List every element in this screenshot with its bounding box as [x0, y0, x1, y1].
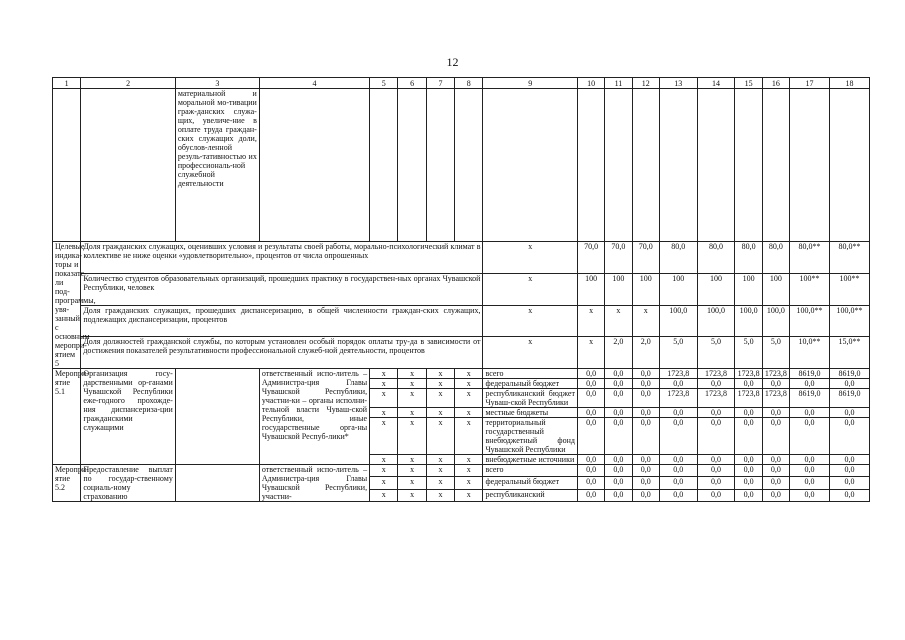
indicator-value: 80,0**: [790, 242, 830, 274]
measure-label: Меропри-ятие 5.1: [53, 369, 81, 465]
budget-code: x: [455, 477, 483, 489]
col-number: 16: [762, 78, 789, 89]
funding-value: 0,0: [790, 379, 830, 389]
funding-value: 0,0: [697, 477, 735, 489]
continuation-row: [53, 89, 870, 242]
funding-value: 0,0: [697, 465, 735, 477]
budget-code: x: [370, 418, 398, 455]
col-number: 1: [53, 78, 81, 89]
funding-value: 0,0: [605, 489, 632, 501]
indicator-value: 5,0: [659, 337, 697, 369]
funding-value: 0,0: [697, 489, 735, 501]
col-number: 8: [455, 78, 483, 89]
funding-value: 0,0: [632, 369, 659, 379]
column-number-row: [53, 78, 870, 89]
indicator-mark: x: [483, 337, 578, 369]
indicator-mark: x: [483, 242, 578, 274]
funding-value: 0,0: [790, 418, 830, 455]
col-number: 11: [605, 78, 632, 89]
funding-value: 0,0: [735, 418, 762, 455]
indicator-value: 5,0: [697, 337, 735, 369]
budget-code: x: [370, 465, 398, 477]
funding-value: 8619,0: [790, 369, 830, 379]
page-number: 12: [446, 55, 459, 69]
indicator-value: x: [632, 305, 659, 337]
indicator-value: 100,0: [735, 305, 762, 337]
empty-cell: [762, 89, 789, 242]
funding-source: всего: [483, 465, 578, 477]
funding-value: 0,0: [605, 455, 632, 465]
funding-value: 0,0: [829, 465, 869, 477]
indicator-value: 5,0: [762, 337, 789, 369]
funding-source: территориальный государственный внебюджетный фонд Чувашской Республики: [483, 418, 578, 455]
indicator-value: 80,0: [762, 242, 789, 274]
funding-value: 1723,8: [735, 369, 762, 379]
empty-cell: [370, 89, 398, 242]
funding-value: 0,0: [762, 379, 789, 389]
budget-code: x: [398, 465, 426, 477]
indicator-mark: x: [483, 305, 578, 337]
empty-cell: [455, 89, 483, 242]
funding-value: 8619,0: [829, 389, 869, 408]
budget-code: x: [455, 369, 483, 379]
funding-value: 0,0: [632, 477, 659, 489]
indicator-value: 100: [762, 273, 789, 305]
budget-code: x: [426, 408, 454, 418]
budget-code: x: [455, 389, 483, 408]
empty-cell: [697, 89, 735, 242]
funding-value: 0,0: [605, 379, 632, 389]
empty-cell: [790, 89, 830, 242]
budget-code: x: [398, 408, 426, 418]
funding-value: 1723,8: [697, 389, 735, 408]
funding-value: 8619,0: [790, 389, 830, 408]
col-number: 7: [426, 78, 454, 89]
indicator-row: [53, 273, 870, 305]
budget-code: x: [398, 389, 426, 408]
empty-cell: [175, 465, 259, 502]
col-number: 15: [735, 78, 762, 89]
funding-value: 0,0: [762, 489, 789, 501]
funding-source: республиканский: [483, 489, 578, 501]
indicator-value: 100: [697, 273, 735, 305]
empty-cell: [259, 89, 369, 242]
funding-value: 0,0: [632, 379, 659, 389]
budget-code: x: [426, 455, 454, 465]
program-table: [52, 77, 870, 502]
col-number: 12: [632, 78, 659, 89]
funding-source: всего: [483, 369, 578, 379]
indicator-value: 70,0: [577, 242, 604, 274]
funding-value: 0,0: [577, 418, 604, 455]
indicator-value: 100: [577, 273, 604, 305]
indicator-value: 100**: [829, 273, 869, 305]
funding-value: 0,0: [659, 477, 697, 489]
funding-value: 0,0: [762, 465, 789, 477]
budget-code: x: [398, 379, 426, 389]
funding-value: 0,0: [829, 408, 869, 418]
funding-value: 0,0: [577, 379, 604, 389]
budget-code: x: [426, 465, 454, 477]
indicator-value: 100: [632, 273, 659, 305]
funding-value: 0,0: [605, 477, 632, 489]
indicator-value: 100,0: [697, 305, 735, 337]
indicator-value: 80,0: [697, 242, 735, 274]
funding-value: 0,0: [790, 477, 830, 489]
indicator-value: x: [605, 305, 632, 337]
measure-label: Меропри-ятие 5.2: [53, 465, 81, 502]
funding-value: 0,0: [735, 379, 762, 389]
indicator-row: [53, 337, 870, 369]
indicator-value: 2,0: [632, 337, 659, 369]
budget-code: x: [370, 379, 398, 389]
finance-row: [53, 465, 870, 477]
indicator-value: 100: [605, 273, 632, 305]
indicator-value: 100,0**: [790, 305, 830, 337]
funding-value: 0,0: [577, 408, 604, 418]
funding-value: 0,0: [632, 489, 659, 501]
indicator-value: 2,0: [605, 337, 632, 369]
col-number: 17: [790, 78, 830, 89]
indicator-text: Доля гражданских служащих, оценивших условия и результаты своей работы, морально-психологический климат в коллективе не ниже оценки «удовлетворительно», процентов от числа опрошенных: [81, 242, 483, 274]
indicator-value: 100,0: [762, 305, 789, 337]
funding-value: 0,0: [697, 408, 735, 418]
funding-value: 0,0: [605, 418, 632, 455]
measure-name: Организация госу-дарственными ор-ганами Чувашской Республики еже-годного прохожде-ния диспансериза-ции гражданскими служащими: [81, 369, 176, 465]
funding-value: 0,0: [659, 408, 697, 418]
funding-value: 0,0: [632, 465, 659, 477]
budget-code: x: [426, 379, 454, 389]
indicator-row: [53, 305, 870, 337]
empty-cell: [81, 89, 176, 242]
budget-code: x: [370, 489, 398, 501]
col-number: 14: [697, 78, 735, 89]
indicator-text: Количество студентов образовательных организаций, прошедших практику в государствен-ных органах Чувашской Республики, человек: [81, 273, 483, 305]
targets-label: Целевые индика-торы и показате-ли под-программы, увя-занный с основным меропри-ятием 5: [53, 242, 81, 369]
funding-value: 0,0: [829, 455, 869, 465]
empty-cell: [605, 89, 632, 242]
funding-source: республиканский бюджет Чуваш-ской Республики: [483, 389, 578, 408]
indicator-value: 80,0: [735, 242, 762, 274]
funding-value: 0,0: [577, 477, 604, 489]
budget-code: x: [398, 418, 426, 455]
budget-code: x: [455, 465, 483, 477]
budget-code: x: [426, 389, 454, 408]
funding-source: федеральный бюджет: [483, 477, 578, 489]
funding-value: 0,0: [762, 455, 789, 465]
indicator-value: 70,0: [632, 242, 659, 274]
funding-value: 0,0: [577, 465, 604, 477]
indicator-text: Доля гражданских служащих, прошедших диспансеризацию, в общей численности граждан-ских служащих, подлежащих диспансеризации, процентов: [81, 305, 483, 337]
funding-value: 0,0: [605, 465, 632, 477]
funding-value: 0,0: [829, 489, 869, 501]
funding-value: 0,0: [605, 389, 632, 408]
funding-value: 8619,0: [829, 369, 869, 379]
funding-source: федеральный бюджет: [483, 379, 578, 389]
funding-value: 0,0: [735, 455, 762, 465]
funding-value: 0,0: [697, 379, 735, 389]
funding-value: 0,0: [790, 465, 830, 477]
col-number: 3: [175, 78, 259, 89]
funding-value: 0,0: [577, 369, 604, 379]
funding-value: 0,0: [829, 379, 869, 389]
budget-code: x: [370, 455, 398, 465]
funding-value: 0,0: [659, 489, 697, 501]
funding-value: 0,0: [577, 389, 604, 408]
funding-value: 0,0: [790, 489, 830, 501]
budget-code: x: [370, 389, 398, 408]
funding-value: 0,0: [632, 455, 659, 465]
budget-code: x: [455, 455, 483, 465]
measure-executor: ответственный испо-литель – Администра-ция Главы Чувашской Республики, участни-: [259, 465, 369, 502]
indicator-value: 70,0: [605, 242, 632, 274]
col-number: 5: [370, 78, 398, 89]
funding-value: 0,0: [605, 408, 632, 418]
funding-value: 0,0: [659, 379, 697, 389]
funding-value: 1723,8: [762, 369, 789, 379]
indicator-mark: x: [483, 273, 578, 305]
budget-code: x: [398, 369, 426, 379]
empty-cell: [53, 89, 81, 242]
funding-value: 0,0: [577, 489, 604, 501]
col-number: 2: [81, 78, 176, 89]
continuation-text: материальной и моральной мо-тивации граж-данских служа-щих, увеличе-ние в оплате труда граждан-ских служащих доли, обуслов-ленной резуль-тативностью их профессиональ-ной служебной деятельности: [175, 89, 259, 242]
col-number: 10: [577, 78, 604, 89]
indicator-row: [53, 242, 870, 274]
funding-value: 0,0: [790, 455, 830, 465]
funding-value: 0,0: [735, 489, 762, 501]
funding-value: 0,0: [790, 408, 830, 418]
col-number: 9: [483, 78, 578, 89]
funding-value: 0,0: [632, 408, 659, 418]
indicator-value: 80,0: [659, 242, 697, 274]
empty-cell: [398, 89, 426, 242]
funding-value: 1723,8: [735, 389, 762, 408]
measure-name: Предоставление выплат по государ-ственному социаль-ному страхованию: [81, 465, 176, 502]
funding-value: 0,0: [659, 418, 697, 455]
indicator-value: 80,0**: [829, 242, 869, 274]
funding-value: 0,0: [659, 465, 697, 477]
funding-value: 0,0: [632, 389, 659, 408]
indicator-value: x: [577, 305, 604, 337]
budget-code: x: [426, 489, 454, 501]
indicator-value: 10,0**: [790, 337, 830, 369]
funding-value: 0,0: [762, 408, 789, 418]
col-number: 6: [398, 78, 426, 89]
budget-code: x: [370, 369, 398, 379]
funding-value: 1723,8: [659, 389, 697, 408]
empty-cell: [483, 89, 578, 242]
col-number: 18: [829, 78, 869, 89]
budget-code: x: [426, 369, 454, 379]
indicator-value: 100: [735, 273, 762, 305]
indicator-value: 100,0**: [829, 305, 869, 337]
budget-code: x: [426, 477, 454, 489]
empty-cell: [426, 89, 454, 242]
budget-code: x: [398, 489, 426, 501]
funding-value: 1723,8: [762, 389, 789, 408]
funding-value: 0,0: [829, 418, 869, 455]
funding-value: 0,0: [735, 477, 762, 489]
col-number: 13: [659, 78, 697, 89]
col-number: 4: [259, 78, 369, 89]
indicator-value: x: [577, 337, 604, 369]
indicator-value: 5,0: [735, 337, 762, 369]
finance-row: [53, 369, 870, 379]
indicator-value: 100**: [790, 273, 830, 305]
funding-value: 0,0: [659, 455, 697, 465]
funding-value: 0,0: [735, 465, 762, 477]
funding-value: 0,0: [577, 455, 604, 465]
budget-code: x: [455, 379, 483, 389]
funding-source: местные бюджеты: [483, 408, 578, 418]
funding-value: 0,0: [829, 477, 869, 489]
budget-code: x: [455, 408, 483, 418]
funding-value: 0,0: [762, 477, 789, 489]
funding-source: внебюджетные источники: [483, 455, 578, 465]
budget-code: x: [455, 418, 483, 455]
indicator-text: Доля должностей гражданской службы, по которым установлен особый порядок оплаты тру-да в зависимости от достижения показателей результативности профессиональной служеб-ной деятельности, процентов: [81, 337, 483, 369]
budget-code: x: [455, 489, 483, 501]
budget-code: x: [370, 408, 398, 418]
funding-value: 0,0: [697, 455, 735, 465]
funding-value: 0,0: [632, 418, 659, 455]
indicator-value: 15,0**: [829, 337, 869, 369]
indicator-value: 100: [659, 273, 697, 305]
funding-value: 0,0: [762, 418, 789, 455]
budget-code: x: [426, 418, 454, 455]
budget-code: x: [370, 477, 398, 489]
funding-value: 1723,8: [659, 369, 697, 379]
empty-cell: [659, 89, 697, 242]
budget-code: x: [398, 455, 426, 465]
empty-cell: [829, 89, 869, 242]
funding-value: 0,0: [605, 369, 632, 379]
empty-cell: [175, 369, 259, 465]
funding-value: 0,0: [697, 418, 735, 455]
indicator-value: 100,0: [659, 305, 697, 337]
empty-cell: [577, 89, 604, 242]
measure-executor: ответственный испо-литель – Администра-ция Главы Чувашской Республики, участни-ки – органы исполни-тельной власти Чуваш-ской Республики, иные государственные орга-ны Чувашской Респуб-лики*: [259, 369, 369, 465]
empty-cell: [735, 89, 762, 242]
funding-value: 0,0: [735, 408, 762, 418]
funding-value: 1723,8: [697, 369, 735, 379]
budget-code: x: [398, 477, 426, 489]
empty-cell: [632, 89, 659, 242]
